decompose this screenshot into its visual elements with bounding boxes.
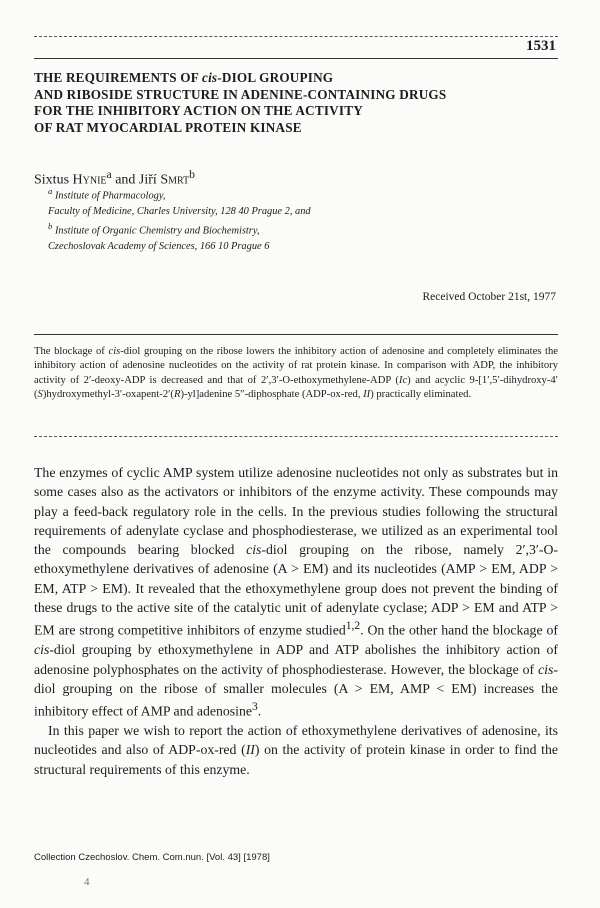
title-line-1: THE REQUIREMENTS OF cis-DIOL GROUPING — [34, 70, 334, 85]
author-list: Sixtus Hynie$^a$ and Jiří Smrt$^b$ — [34, 168, 195, 188]
page-number: 1531 — [526, 38, 556, 54]
affiliation-b: $^b$ Institute of Organic Chemistry and Biochemistry, — [48, 220, 260, 237]
body-text — [34, 463, 558, 779]
affiliation-a: $^a$ Institute of Pharmacology, — [48, 186, 166, 202]
paragraph: In this paper we wish to report the action of ethoxymethylene derivatives of adenosine, its nucleotides and also of ADP-ox-red (II) on the activity of protein kinase in order to find the structural requirements of this enzyme. — [34, 723, 558, 777]
author-surname: Hynie — [72, 172, 107, 188]
abstract-top-rule — [34, 334, 558, 335]
top-rule — [34, 36, 558, 37]
author-surname: Smrt — [160, 172, 190, 188]
header-rule — [34, 58, 558, 59]
received-date: Received October 21st, 1977 — [422, 291, 556, 303]
journal-footer: Collection Czechoslov. Chem. Com.nun. [Vol. 43] [1978] — [34, 852, 270, 863]
abstract-bottom-rule — [34, 436, 558, 437]
title-line-2: AND RIBOSIDE STRUCTURE IN ADENINE-CONTAINING DRUGS — [34, 86, 447, 102]
paragraph: The enzymes of cyclic AMP system utilize adenosine nucleotides not only as substrates but in some cases also as the activators or inhibitors of the enzyme activity. These compounds may play a feed-back regulatory role in the cells. In the previous studies following the structural requirements of adenylate cyclase and phosphodiesterase, we utilized as an experimental tool the compounds bearing blocked cis-diol grouping on the ribose, namely 2′,3′-O-ethoxymethylene derivatives of adenosine (A > EM) and its nucleotides (AMP > EM, ADP > EM, ATP > EM). It revealed that the ethoxymethylene group does not prevent the binding of these drugs to the active site of the catalytic unit of adenylate cyclase; ADP > EM and ATP > EM are strong competitive inhibitors of enzyme studied$^{1,2}$. On the other hand the blockage of cis-diol grouping by ethoxymethylene in ADP and ATP abolishes the inhibitory action of adenosine polyphosphates on the activity of phosphodiesterase. However, the blockage of cis-diol grouping on the ribose of smaller molecules (A > EM, AMP < EM) increases the inhibitory effect of AMP and adenosine$^3$. — [34, 465, 559, 719]
title-line-4: OF RAT MYOCARDIAL PROTEIN KINASE — [34, 119, 302, 135]
affiliations: $^a$ Institute of Pharmacology, Faculty of Medicine, Charles University, 128 40 Prague 2, and $^b$ Institute of Organic Chemistry and Biochemistry, Czechoslovak Academy of Sciences, 166 10 Prague 6 — [48, 186, 311, 252]
article-title — [34, 70, 564, 136]
abstract: The blockage of cis-diol grouping on the ribose lowers the inhibitory action of adenosine and completely eliminates the inhibitory action of adenosine nucleotides on the activity of rat protein kinase. In comparison with ADP, the inhibitory activity of 2′-deoxy-ADP is decreased and that of 2′,3′-O-ethoxymethylene-ADP (Ic) and acyclic 9-[1′,5′-dihydroxy-4′(S)hydroxymethyl-3′-oxapent-2′(R)-yl]adenine 5″-diphosphate (ADP-ox-red, II) practically eliminated. — [34, 346, 558, 401]
title-line-3: FOR THE INHIBITORY ACTION ON THE ACTIVITY — [34, 103, 363, 118]
page-mark: 4 — [84, 876, 90, 888]
